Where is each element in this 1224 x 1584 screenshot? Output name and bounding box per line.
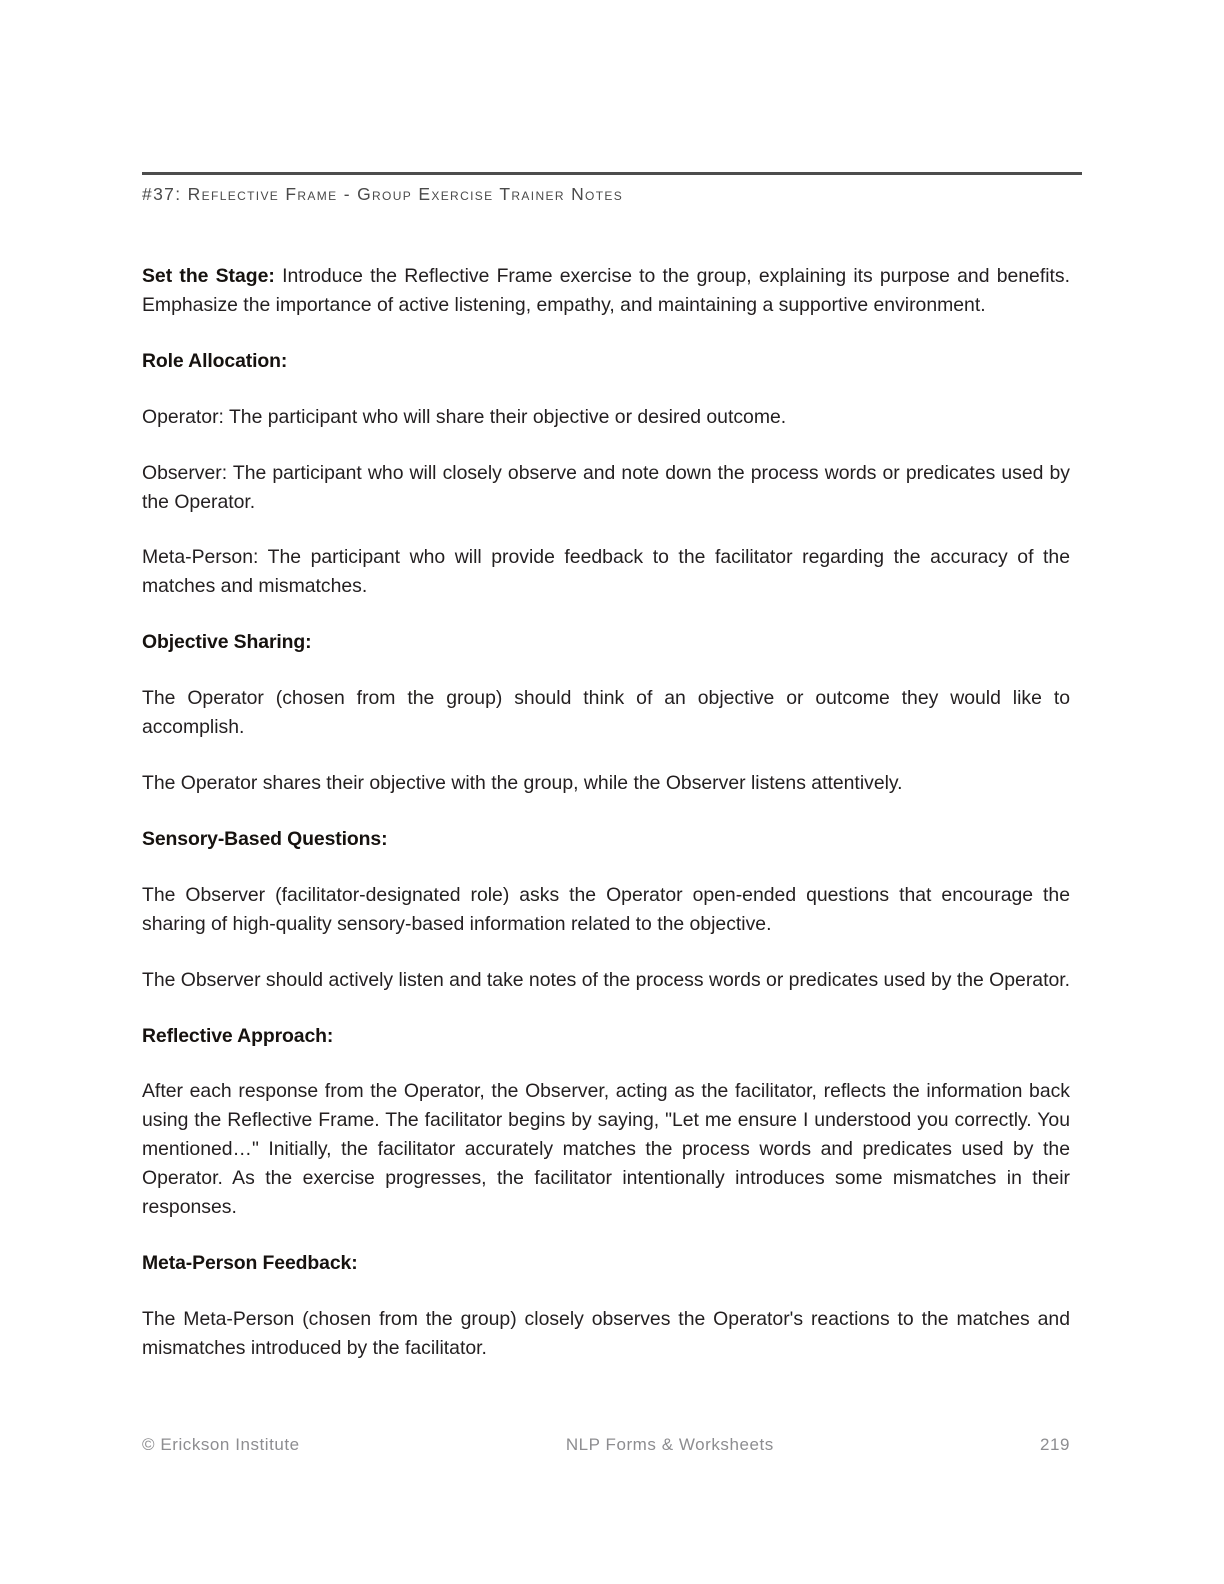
heading-sensory-based-questions: Sensory-Based Questions: (142, 827, 388, 850)
header-rule (142, 172, 1082, 175)
footer-copyright: © Erickson Institute (142, 1435, 300, 1454)
paragraph-observer-role: Observer: The participant who will closely observe and note down the process words or predicates used by the Operator. (142, 461, 1070, 513)
heading-role-allocation: Role Allocation: (142, 349, 288, 372)
document-body (142, 262, 1070, 1363)
paragraph-objective-share: The Operator shares their objective with the group, while the Observer listens attentively. (142, 771, 903, 794)
page-footer (142, 1435, 1070, 1455)
heading-objective-sharing: Objective Sharing: (142, 631, 312, 654)
paragraph-meta-person-role: Meta-Person: The participant who will provide feedback to the facilitator regarding the accuracy of the matches and mismatches. (142, 546, 1070, 598)
paragraph-meta-person-feedback: The Meta-Person (chosen from the group) closely observes the Operator's reactions to the matches and mismatches introduced by the facilitator. (142, 1307, 1070, 1359)
heading-meta-person-feedback: Meta-Person Feedback: (142, 1251, 358, 1274)
page-header (142, 172, 1082, 205)
paragraph-observer-notes: The Observer should actively listen and take notes of the process words or predicates used by the Operator. (142, 968, 1071, 991)
paragraph-objective-think: The Operator (chosen from the group) should think of an objective or outcome they would like to accomplish. (142, 687, 1070, 739)
paragraph-operator-role: Operator: The participant who will share their objective or desired outcome. (142, 405, 787, 428)
paragraph-set-the-stage-text: Introduce the Reflective Frame exercise to the group, explaining its purpose and benefits. Emphasize the importance of active listening, empathy, and maintaining a supportive environment. (142, 265, 1070, 316)
paragraph-set-the-stage (142, 262, 1070, 320)
paragraph-reflective-approach: After each response from the Operator, the Observer, acting as the facilitator, reflects the information back using the Reflective Frame. The facilitator begins by saying, "Let me ensure I understood you correctly. You mentioned…" Initially, the facilitator accurately matches the process words and predicates used by the Operator. As the exercise progresses, the facilitator intentionally introduces some mismatches in their responses. (142, 1080, 1070, 1219)
footer-page-number: 219 (1039, 1435, 1070, 1454)
footer-title: NLP Forms & Worksheets (565, 1435, 774, 1454)
running-head: #37: Reflective Frame - Group Exercise Trainer Notes (142, 184, 624, 204)
lead-in-set-the-stage: Set the Stage: (142, 265, 275, 287)
heading-reflective-approach: Reflective Approach: (142, 1024, 334, 1047)
paragraph-open-ended-questions: The Observer (facilitator-designated role) asks the Operator open-ended questions that encourage the sharing of high-quality sensory-based information related to the objective. (142, 883, 1070, 935)
